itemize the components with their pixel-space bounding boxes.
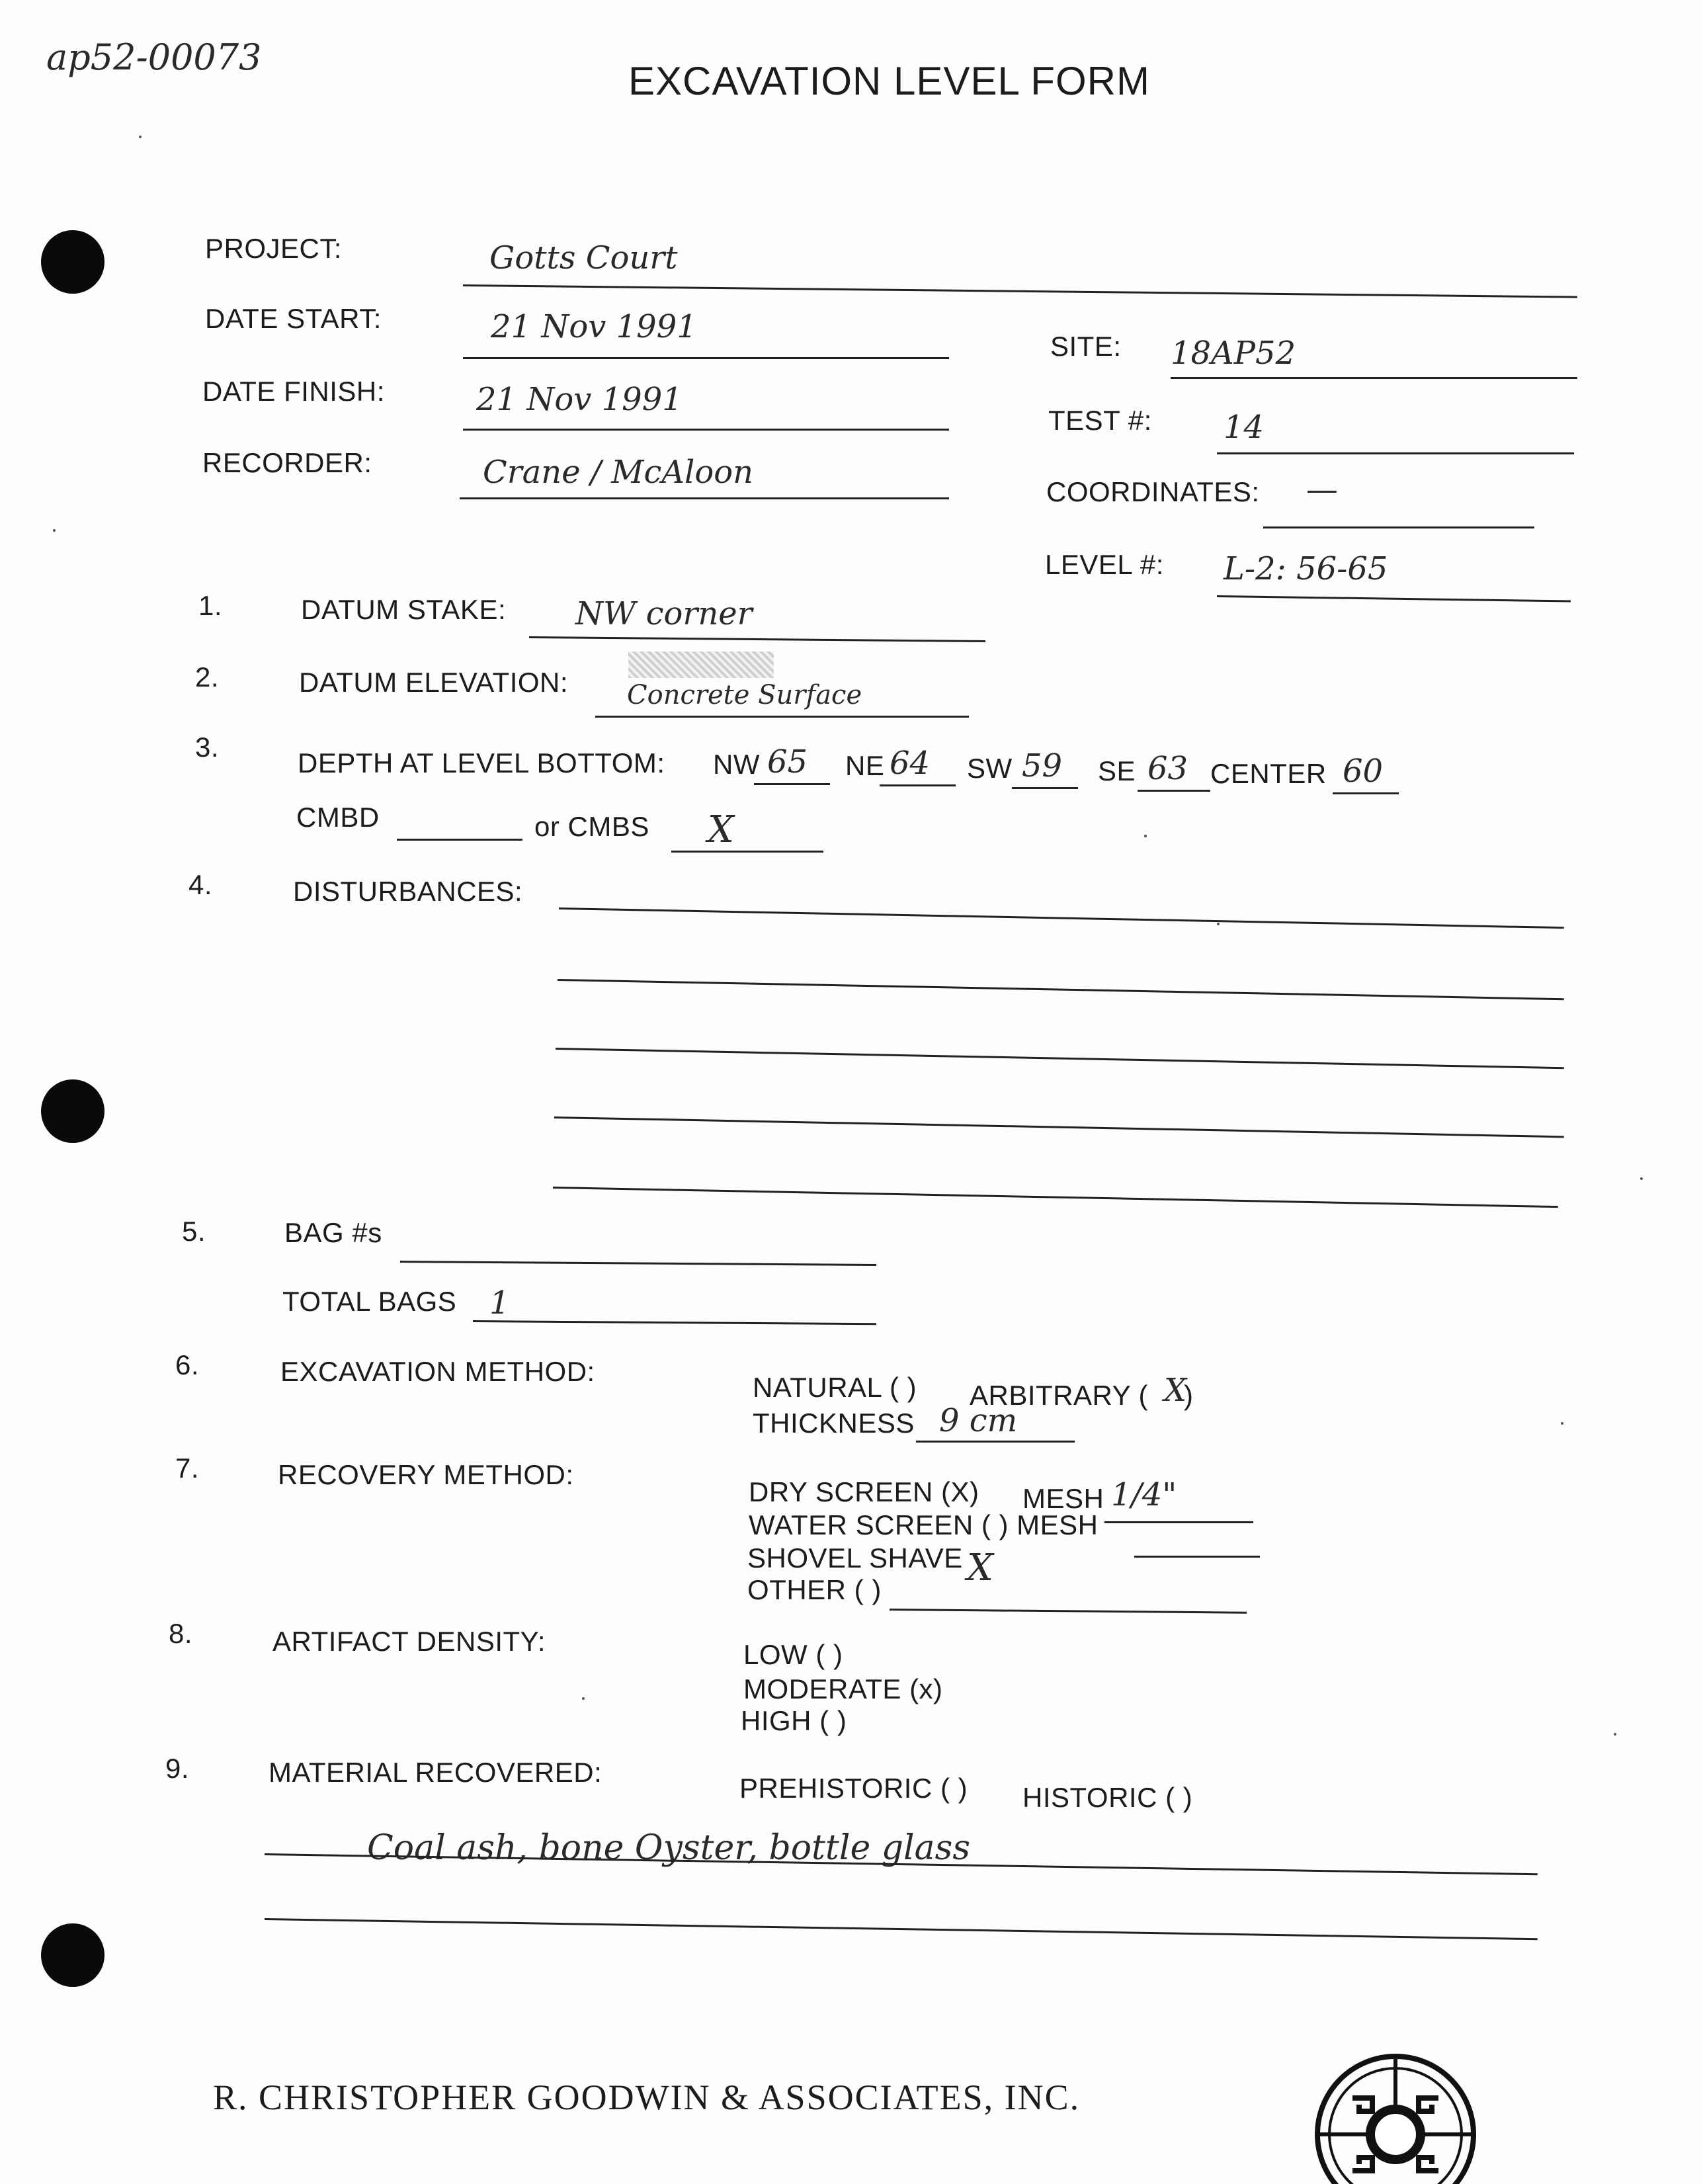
cmbs-line <box>671 851 823 853</box>
nw-label: NW <box>713 749 760 780</box>
form-title: EXCAVATION LEVEL FORM <box>628 59 1150 103</box>
disturbances-line <box>558 979 1564 1000</box>
date-start-line <box>463 357 949 359</box>
se-value: 63 <box>1147 750 1188 787</box>
scan-speck <box>1217 923 1220 925</box>
center-value: 60 <box>1343 753 1384 790</box>
datum-elevation-line <box>595 716 969 718</box>
site-line <box>1171 377 1577 379</box>
datum-stake-value: NW corner <box>575 595 753 632</box>
arbitrary-close: ) <box>1184 1380 1194 1411</box>
site-label: SITE: <box>1050 331 1122 362</box>
disturbances-line <box>556 1048 1564 1069</box>
item-number: 1. <box>198 590 223 621</box>
company-seal-icon <box>1313 2052 1478 2184</box>
erased-smudge <box>628 651 774 678</box>
binder-hole <box>41 1923 104 1987</box>
coordinates-value: — <box>1306 471 1338 508</box>
cmbd-line <box>397 839 522 841</box>
excavation-method-label: EXCAVATION METHOD: <box>280 1356 595 1387</box>
scan-speck <box>1614 1733 1616 1736</box>
scan-speck <box>1640 1177 1643 1180</box>
coordinates-line <box>1263 526 1534 528</box>
density-high-option: HIGH ( ) <box>741 1705 847 1736</box>
other-line <box>890 1609 1247 1614</box>
item-number: 4. <box>188 869 213 900</box>
shovel-shave-option: SHOVEL SHAVE <box>747 1542 963 1574</box>
binder-hole <box>41 230 104 294</box>
density-low-option: LOW ( ) <box>743 1639 843 1670</box>
document-id: ap52-00073 <box>46 36 262 78</box>
mesh1-value: 1/4" <box>1111 1476 1177 1513</box>
material-recovered-label: MATERIAL RECOVERED: <box>269 1757 602 1788</box>
arbitrary-option: ARBITRARY ( <box>970 1380 1149 1411</box>
material-line <box>265 1918 1538 1940</box>
scan-speck <box>1144 835 1147 837</box>
sw-value: 59 <box>1022 747 1063 784</box>
item-number: 9. <box>165 1753 190 1784</box>
item-number: 6. <box>175 1349 200 1380</box>
date-finish-label: DATE FINISH: <box>202 376 385 407</box>
total-bags-value: 1 <box>489 1284 510 1322</box>
center-label: CENTER <box>1210 758 1327 789</box>
project-label: PROJECT: <box>205 233 343 264</box>
ne-value: 64 <box>890 745 931 782</box>
mesh1-label: MESH <box>1022 1483 1104 1514</box>
scan-speck <box>139 136 142 138</box>
recorder-label: RECORDER: <box>202 447 372 478</box>
other-option: OTHER ( ) <box>747 1574 882 1605</box>
site-value: 18AP52 <box>1171 335 1296 372</box>
scan-speck <box>582 1697 585 1700</box>
date-finish-line <box>463 429 949 431</box>
test-label: TEST #: <box>1048 405 1152 436</box>
ne-line <box>880 784 956 786</box>
nw-line <box>754 783 830 785</box>
cmbd-label: CMBD <box>296 802 380 833</box>
date-start-value: 21 Nov 1991 <box>491 308 697 345</box>
item-number: 3. <box>195 732 220 763</box>
level-line <box>1217 595 1571 602</box>
level-value: L-2: 56-65 <box>1224 550 1388 587</box>
scan-speck <box>53 529 56 532</box>
material-recovered-value: Coal ash, bone Oyster, bottle glass <box>367 1828 971 1868</box>
project-value: Gotts Court <box>489 239 678 276</box>
natural-option: NATURAL ( ) <box>753 1372 917 1403</box>
depth-label: DEPTH AT LEVEL BOTTOM: <box>298 747 665 778</box>
artifact-density-label: ARTIFACT DENSITY: <box>272 1626 546 1657</box>
scan-speck <box>1561 1422 1563 1425</box>
prehistoric-option: PREHISTORIC ( ) <box>739 1773 968 1804</box>
ne-label: NE <box>845 750 885 781</box>
recorder-value: Crane / McAloon <box>483 454 754 491</box>
date-finish-value: 21 Nov 1991 <box>476 381 683 418</box>
item-number: 5. <box>182 1216 206 1247</box>
disturbances-line <box>553 1187 1558 1208</box>
thickness-label: THICKNESS <box>753 1407 915 1439</box>
dry-screen-option: DRY SCREEN (X) <box>749 1476 979 1507</box>
recorder-line <box>460 497 949 499</box>
bag-line <box>400 1261 876 1266</box>
density-moderate-option: MODERATE (x) <box>743 1673 943 1704</box>
historic-option: HISTORIC ( ) <box>1022 1782 1193 1813</box>
water-screen-option: WATER SCREEN ( ) MESH <box>749 1509 1099 1540</box>
datum-stake-line <box>529 636 985 642</box>
mesh2-line <box>1134 1556 1260 1558</box>
project-line <box>463 284 1577 298</box>
cmbs-label: or CMBS <box>534 811 649 842</box>
recovery-method-label: RECOVERY METHOD: <box>278 1459 574 1490</box>
bag-label: BAG #s <box>284 1217 382 1248</box>
datum-elevation-value: Concrete Surface <box>627 680 862 710</box>
datum-elevation-label: DATUM ELEVATION: <box>299 667 569 698</box>
total-bags-label: TOTAL BAGS <box>282 1286 457 1317</box>
mesh1-line <box>1104 1521 1253 1523</box>
level-label: LEVEL #: <box>1045 549 1164 580</box>
sw-label: SW <box>967 753 1013 784</box>
disturbances-label: DISTURBANCES: <box>293 876 523 907</box>
item-number: 7. <box>175 1452 200 1484</box>
arbitrary-mark: X <box>1164 1372 1187 1409</box>
item-number: 2. <box>195 661 220 693</box>
disturbances-line <box>554 1116 1564 1138</box>
center-line <box>1333 792 1399 794</box>
shovel-shave-mark: X <box>967 1546 993 1589</box>
total-bags-line <box>473 1320 876 1325</box>
thickness-value: 9 cm <box>939 1402 1018 1439</box>
disturbances-line <box>559 907 1564 929</box>
se-label: SE <box>1098 755 1136 786</box>
sw-line <box>1012 787 1078 789</box>
thickness-line <box>916 1441 1075 1443</box>
test-value: 14 <box>1224 409 1265 446</box>
se-line <box>1138 790 1210 792</box>
binder-hole <box>41 1079 104 1143</box>
nw-value: 65 <box>767 743 808 780</box>
coordinates-label: COORDINATES: <box>1046 476 1260 507</box>
cmbs-value: X <box>708 808 734 851</box>
item-number: 8. <box>169 1618 193 1649</box>
datum-stake-label: DATUM STAKE: <box>301 594 507 625</box>
company-name: R. CHRISTOPHER GOODWIN & ASSOCIATES, INC. <box>213 2078 1081 2117</box>
test-line <box>1217 452 1574 454</box>
date-start-label: DATE START: <box>205 303 382 334</box>
